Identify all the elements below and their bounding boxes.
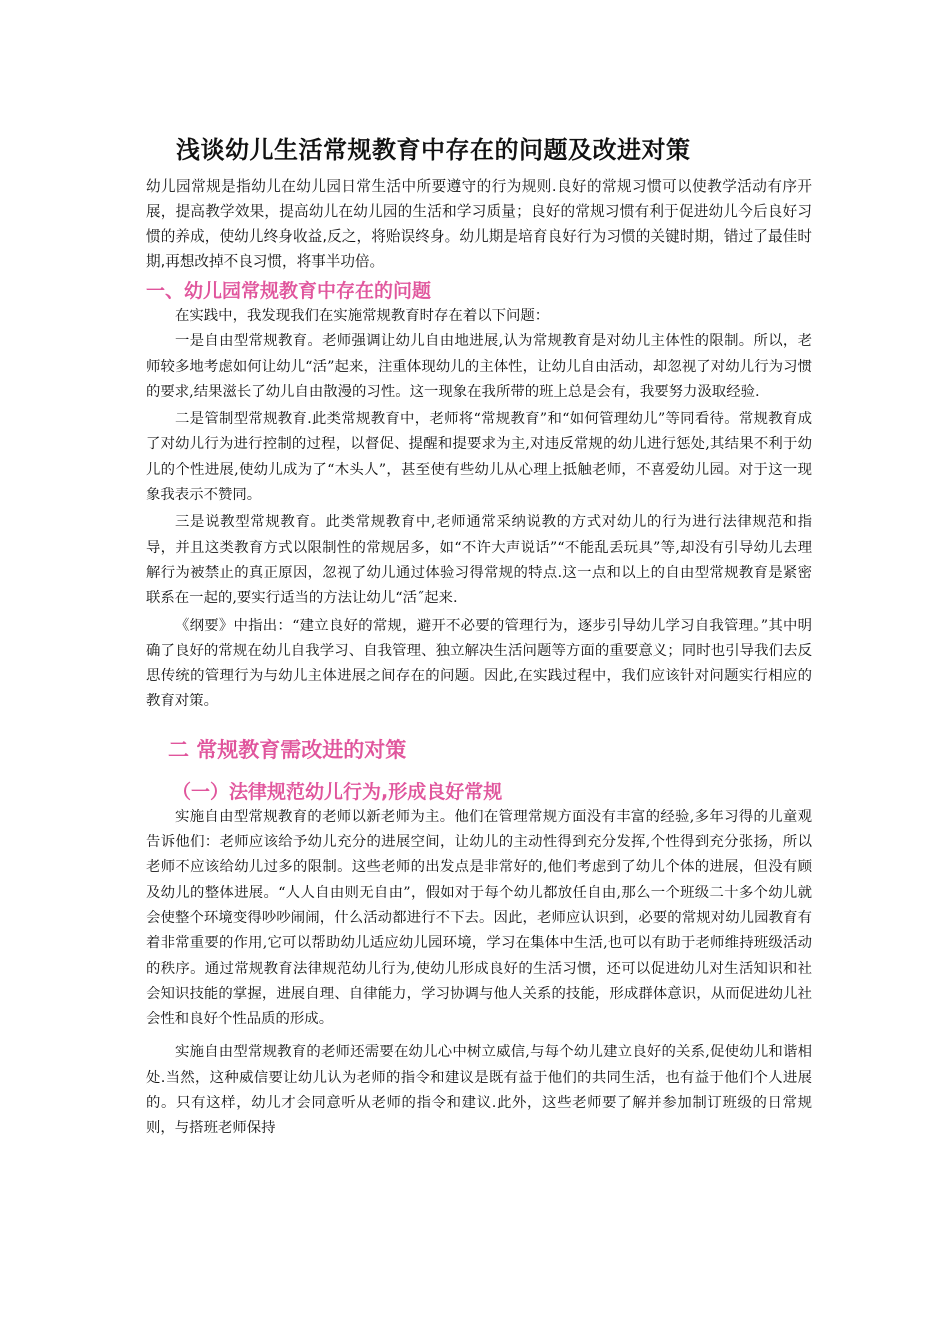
section1-paragraph: 一是自由型常规教育。老师强调让幼儿自由地进展,认为常规教育是对幼儿主体性的限制。所以，老师较多地考虑如何让幼儿“活”起来，注重体现幼儿的主体性，让幼儿自由活动，却忽视了对幼儿行为习惯的要求,结果滋长了幼儿自由散漫的习性。这一现象在我所带的班上总是会有，我要努力汲取经验.	[146, 333, 812, 400]
section1-paragraph: 二是管制型常规教育.此类常规教育中，老师将“常规教育”和“如何管理幼儿”等同看待。常规教育成了对幼儿行为进行控制的过程，以督促、提醒和提要求为主,对违反常规的幼儿进行惩处,其结果不利于幼儿的个性进展,使幼儿成为了“木头人”，甚至使有些幼儿从心理上抵触老师，不喜爱幼儿园。对于这一现象我表示不赞同。	[146, 411, 812, 504]
section1-paragraph: 《纲要》中指出：“建立良好的常规，避开不必要的管理行为，逐步引导幼儿学习自我管理。”其中明确了良好的常规在幼儿自我学习、自我管理、独立解决生活问题等方面的重要意义；同时也引导我们去反思传统的管理行为与幼儿主体进展之间存在的问题。因此,在实践过程中，我们应该针对问题实行相应的教育对策。	[146, 617, 812, 710]
document-page	[146, 132, 812, 1142]
section2-subheading: （一）法律规范幼儿行为,形成良好常规	[172, 780, 503, 803]
document-title: 浅谈幼儿生活常规教育中存在的问题及改进对策	[176, 136, 691, 164]
intro-paragraph: 幼儿园常规是指幼儿在幼儿园日常生活中所要遵守的行为规则.良好的常规习惯可以使教学活动有序开展，提高教学效果，提高幼儿在幼儿园的生活和学习质量；良好的常规习惯有利于促进幼儿今后良好习惯的养成，使幼儿终身收益,反之，将贻误终身。幼儿期是培育良好行为习惯的关键时期，错过了最佳时期,再想改掉不良习惯，将事半功倍。	[146, 178, 812, 270]
section2-heading: 二 常规教育需改进的对策	[168, 737, 407, 762]
section1-paragraph: 在实践中，我发现我们在实施常规教育时存在着以下问题：	[175, 308, 550, 324]
section2-paragraph: 实施自由型常规教育的老师以新老师为主。他们在管理常规方面没有丰富的经验,多年习得的儿童观告诉他们：老师应该给予幼儿充分的进展空间，让幼儿的主动性得到充分发挥,个性得到充分张扬，所以老师不应该给幼儿过多的限制。这些老师的出发点是非常好的,他们考虑到了幼儿个体的进展，但没有顾及幼儿的整体进展。“人人自由则无自由”，假如对于每个幼儿都放任自由,那么一个班级二十多个幼儿就会使整个环境变得吵吵闹闹，什么活动都进行不下去。因此，老师应认识到，必要的常规对幼儿园教育有着非常重要的作用,它可以帮助幼儿适应幼儿园环境，学习在集体中生活,也可以有助于老师维持班级活动的秩序。通过常规教育法律规范幼儿行为,使幼儿形成良好的生活习惯，还可以促进幼儿对生活知识和社会知识技能的掌握，进展自理、自律能力，学习协调与他人关系的技能，形成群体意识，从而促进幼儿社会性和良好个性品质的形成。	[146, 808, 812, 1028]
section1-heading: 一、幼儿园常规教育中存在的问题	[146, 280, 432, 302]
section1-paragraph: 三是说教型常规教育。此类常规教育中,老师通常采纳说教的方式对幼儿的行为进行法律规范和指导，并且这类教育方式以限制性的常规居多，如“不许大声说话”“不能乱丢玩具”等,却没有引导幼儿去理解行为被禁止的真正原因，忽视了幼儿通过体验习得常规的特点.这一点和以上的自由型常规教育是紧密联系在一起的,要实行适当的方法让幼儿“活˝起来.	[146, 514, 812, 607]
section2-paragraph: 实施自由型常规教育的老师还需要在幼儿心中树立威信,与每个幼儿建立良好的关系,促使幼儿和谐相处.当然，这种威信要让幼儿认为老师的指令和建议是既有益于他们的共同生活，也有益于他们个人进展的。只有这样，幼儿才会同意听从老师的指令和建议.此外，这些老师要了解并参加制订班级的日常规则，与搭班老师保持	[146, 1044, 812, 1137]
